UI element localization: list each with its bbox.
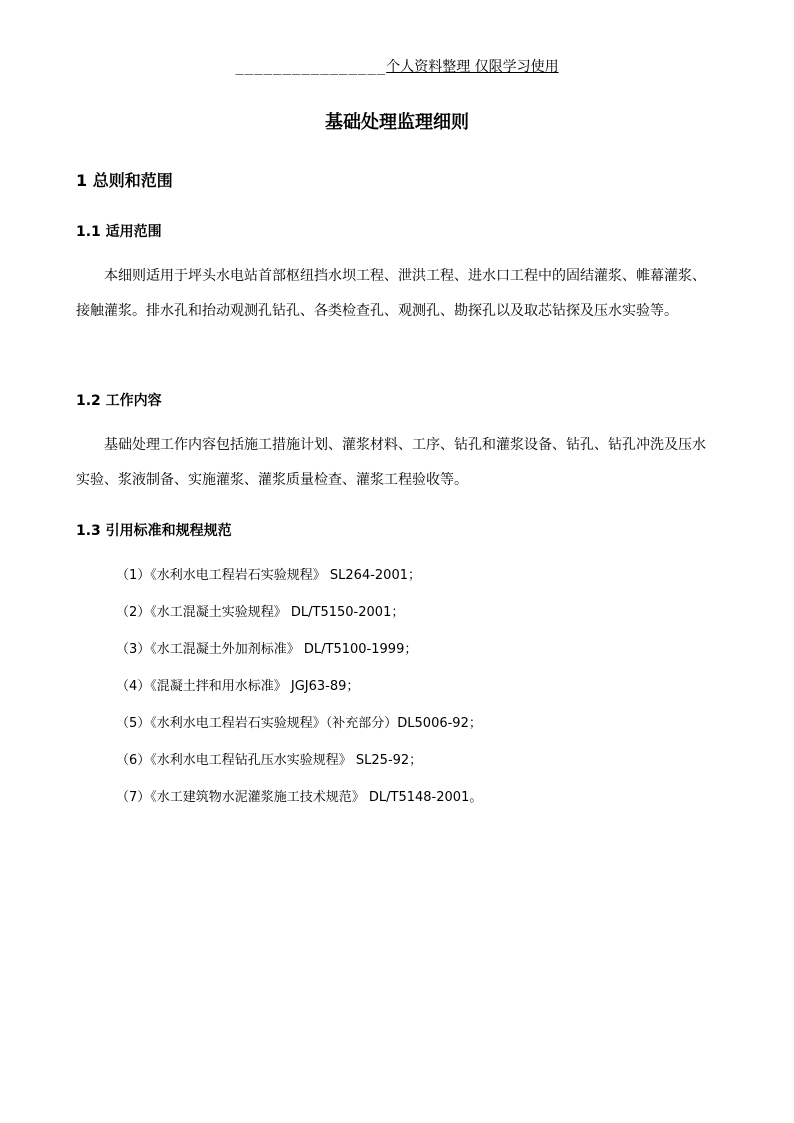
section-1-2-body: 基础处理工作内容包括施工措施计划、灌浆材料、工序、钻孔和灌浆设备、钻孔、钻孔冲洗及压水实验、浆液制备、实施灌浆、灌浆质量检查、灌浆工程验收等。: [76, 437, 706, 488]
reference-item: （6）《水利水电工程钻孔压水实验规程》 SL25-92；: [116, 753, 423, 768]
reference-item: （5）《水利水电工程岩石实验规程》（补充部分）DL5006-92；: [116, 716, 482, 731]
reference-item: （2）《水工混凝土实验规程》 DL/T5150-2001；: [116, 605, 405, 620]
section-1-2-heading: 1.2 工作内容: [76, 393, 162, 409]
section-1-1-body: 本细则适用于坪头水电站首部枢纽挡水坝工程、泄洪工程、进水口工程中的固结灌浆、帷幕灌浆、接触灌浆。排水孔和抬动观测孔钻孔、各类检查孔、观测孔、勘探孔以及取芯钻探及压水实验等。: [76, 268, 706, 319]
reference-item: （7）《水工建筑物水泥灌浆施工技术规范》 DL/T5148-2001。: [116, 790, 483, 805]
header-text: 个人资料整理 仅限学习使用: [386, 59, 559, 75]
section-1-1-heading: 1.1 适用范围: [76, 224, 162, 240]
document-title: 基础处理监理细则: [325, 112, 469, 133]
reference-list: [116, 565, 482, 824]
reference-item: （3）《水工混凝土外加剂标准》 DL/T5100-1999；: [116, 642, 418, 657]
section-1-3-heading: 1.3 引用标准和规程规范: [76, 523, 232, 539]
reference-item: （4）《混凝土拌和用水标准》 JGJ63-89；: [116, 679, 360, 694]
section-1-heading: 1 总则和范围: [76, 171, 173, 190]
header-rule: ________________: [235, 59, 387, 75]
reference-item: （1）《水利水电工程岩石实验规程》 SL264-2001；: [116, 568, 421, 583]
page-header: [0, 57, 794, 77]
